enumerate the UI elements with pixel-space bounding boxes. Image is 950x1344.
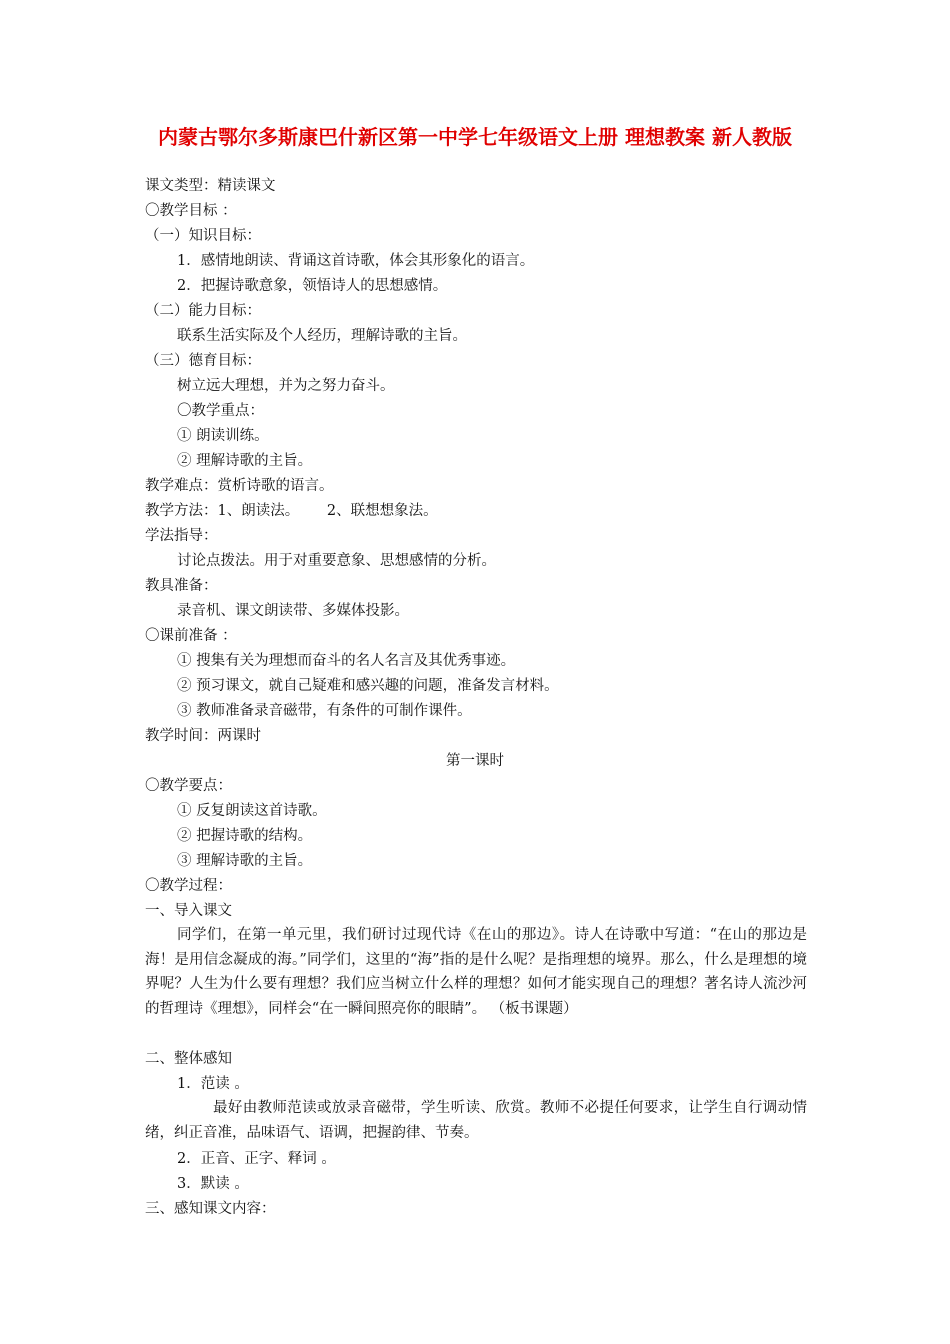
text-line: 〇教学重点： xyxy=(177,403,264,419)
text-line: 教学方法：1、朗读法。 2、联想想象法。 xyxy=(145,503,438,519)
text-line: 1．范读 。 xyxy=(177,1076,249,1092)
paragraph: 最好由教师范读或放录音磁带，学生听读、欣赏。教师不必提任何要求，让学生自行调动情绪，纠正音准，品味语气、语调，把握韵律、节奏。 xyxy=(145,1100,807,1141)
text-line: （二）能力目标： xyxy=(145,303,261,319)
text-line: 录音机、课文朗读带、多媒体投影。 xyxy=(177,603,409,619)
text-line: （一）知识目标： xyxy=(145,228,261,244)
text-line: 联系生活实际及个人经历，理解诗歌的主旨。 xyxy=(177,328,467,344)
text-line: ① 反复朗读这首诗歌。 xyxy=(177,803,327,819)
text-line: 1．感情地朗读、背诵这首诗歌，体会其形象化的语言。 xyxy=(177,253,535,269)
text-line: 3．默读 。 xyxy=(177,1176,249,1192)
text-line: ① 朗读训练。 xyxy=(177,428,269,444)
text-line: 学法指导： xyxy=(145,528,218,544)
text-line: 〇课前准备 ： xyxy=(145,628,237,644)
text-line: ② 预习课文，就自己疑难和感兴趣的问题，准备发言材料。 xyxy=(177,678,559,694)
paragraph: 同学们，在第一单元里，我们研讨过现代诗《在山的那边》。诗人在诗歌中写道：“在山的那边是海！是用信念凝成的海。”同学们，这里的“海”指的是什么呢？是指理想的境界。那么，什么是理想的境界呢？人生为什么要有理想？我们应当树立什么样的理想？如何才能实现自己的理想？著名诗人流沙河的哲理诗《理想》，同样会“在一瞬间照亮你的眼睛”。 （板书课题） xyxy=(145,927,807,1017)
text-line: （三）德育目标： xyxy=(145,353,261,369)
text-line: 2．正音、正字、释词 。 xyxy=(177,1151,336,1167)
section-heading: 第一课时 xyxy=(446,753,504,769)
text-line: 三、感知课文内容： xyxy=(145,1201,276,1217)
text-line: 讨论点拨法。用于对重要意象、思想感情的分析。 xyxy=(177,553,496,569)
document-title: 内蒙古鄂尔多斯康巴什新区第一中学七年级语文上册 理想教案 新人教版 xyxy=(158,125,792,149)
text-line: 教具准备： xyxy=(145,578,218,594)
text-line: 〇教学目标 ： xyxy=(145,203,237,219)
text-line: 一、导入课文 xyxy=(145,903,232,919)
text-line: 教学难点：赏析诗歌的语言。 xyxy=(145,478,334,494)
text-line: ② 理解诗歌的主旨。 xyxy=(177,453,313,469)
text-line: ③ 理解诗歌的主旨。 xyxy=(177,853,313,869)
text-line: 二、整体感知 xyxy=(145,1051,232,1067)
text-line: 〇教学过程： xyxy=(145,878,232,894)
text-line: 〇教学要点： xyxy=(145,778,232,794)
text-line: 课文类型：精读课文 xyxy=(145,178,276,194)
text-line: ① 搜集有关为理想而奋斗的名人名言及其优秀事迹。 xyxy=(177,653,516,669)
text-line: 教学时间：两课时 xyxy=(145,728,261,744)
text-line: ② 把握诗歌的结构。 xyxy=(177,828,313,844)
text-line: 2．把握诗歌意象，领悟诗人的思想感情。 xyxy=(177,278,448,294)
text-line: 树立远大理想，并为之努力奋斗。 xyxy=(177,378,395,394)
text-line: ③ 教师准备录音磁带，有条件的可制作课件。 xyxy=(177,703,472,719)
